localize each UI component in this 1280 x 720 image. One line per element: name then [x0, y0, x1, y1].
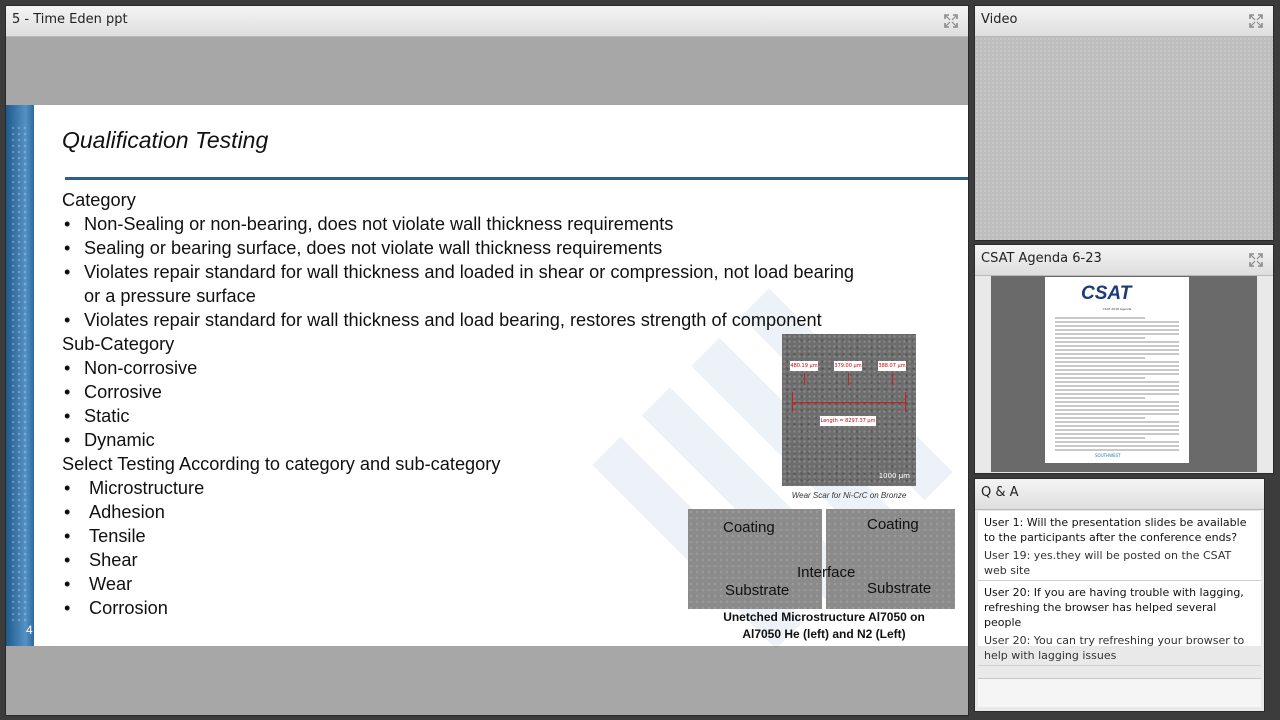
agenda-document-row — [1055, 337, 1145, 339]
slide-bullet-line: • Non-corrosive — [62, 356, 854, 380]
qa-input-field[interactable] — [978, 678, 1261, 707]
agenda-document-row — [1055, 449, 1179, 451]
agenda-document-row — [1055, 329, 1179, 331]
qa-question: User 1: Will the presentation slides be available to the participants after the conference ends? — [984, 516, 1247, 544]
slide-bullet-line: • Violates repair standard for wall thickness and loaded in shear or compression, not load bearing — [62, 260, 854, 284]
slide-bullet-line: • Adhesion — [62, 500, 854, 524]
agenda-document-row — [1055, 429, 1179, 431]
share-pod — [5, 5, 969, 716]
microstructure-caption-line: Al7050 He (left) and N2 (Left) — [742, 627, 906, 641]
slide-bullet-line: • Corrosion — [62, 596, 854, 620]
qa-answer: User 20: You can try refreshing your browser to help with lagging issues — [984, 634, 1245, 662]
agenda-document-row — [1055, 389, 1179, 391]
agenda-document-viewer[interactable] — [991, 276, 1257, 472]
wear-measure-label: 388.07 µm — [878, 363, 906, 369]
video-pod-title: Video — [981, 12, 1018, 27]
slide-page-number: 4 — [26, 623, 33, 637]
slide-bullet-line: • Tensile — [62, 524, 854, 548]
qa-item[interactable] — [978, 581, 1261, 666]
agenda-document-footer: SOUTHWEST — [1095, 453, 1121, 458]
slide-bullet-line: • Corrosive — [62, 380, 854, 404]
qa-pod-header — [975, 479, 1264, 510]
microstructure-caption — [702, 609, 946, 643]
agenda-document-subtitle: CSAT 2018 Agenda — [1102, 307, 1132, 311]
agenda-document-row — [1055, 393, 1179, 395]
qa-answer: User 19: yes.they will be posted on the CSAT web site — [984, 549, 1232, 577]
video-pod — [974, 5, 1274, 241]
slide-bullet-line: • Sealing or bearing surface, does not violate wall thickness requirements — [62, 236, 854, 260]
slide-title: Qualification Testing — [62, 127, 269, 153]
agenda-document-row — [1055, 357, 1145, 359]
agenda-document-row — [1055, 349, 1179, 351]
agenda-document-row — [1055, 413, 1179, 415]
agenda-document-row — [1055, 373, 1179, 375]
agenda-document-row — [1055, 377, 1145, 379]
agenda-document-row — [1055, 445, 1179, 447]
agenda-document-row — [1055, 409, 1179, 411]
agenda-document-row — [1055, 321, 1179, 323]
agenda-document-row — [1055, 325, 1179, 327]
agenda-pod-title: CSAT Agenda 6-23 — [981, 251, 1102, 266]
slide-heading-line: Sub-Category — [62, 334, 175, 354]
wear-length-label: Length = 8297.37 µm — [820, 418, 876, 424]
wear-measure-label: 480.19 µm — [790, 363, 818, 369]
agenda-document-row — [1055, 341, 1179, 343]
agenda-document-row — [1055, 361, 1179, 363]
agenda-document-row — [1055, 441, 1179, 443]
agenda-document-row — [1055, 317, 1145, 319]
qa-list[interactable] — [978, 511, 1261, 662]
maximize-icon[interactable] — [1249, 14, 1263, 28]
maximize-icon[interactable] — [944, 14, 958, 28]
wear-measure-label: 379.00 µm — [834, 363, 862, 369]
coating-label-left: Coating — [723, 519, 775, 536]
slide-bullet-line: • Shear — [62, 548, 854, 572]
wear-image-caption: Wear Scar for Ni-CrC on Bronze — [791, 491, 907, 500]
share-pod-header — [6, 6, 968, 37]
share-pod-title: 5 - Time Eden ppt — [12, 12, 128, 27]
substrate-label-right: Substrate — [867, 580, 932, 597]
video-area[interactable] — [975, 37, 1273, 240]
agenda-document-page — [1045, 277, 1189, 463]
qa-pod — [974, 478, 1265, 712]
slide-bullet-line: • Wear — [62, 572, 854, 596]
qa-pod-title: Q & A — [981, 485, 1019, 500]
interface-label: Interface — [797, 564, 856, 581]
csat-logo: CSAT — [1081, 283, 1132, 304]
agenda-document-row — [1055, 421, 1179, 423]
agenda-document-row — [1055, 353, 1179, 355]
agenda-document-row — [1055, 369, 1179, 371]
agenda-document-row — [1055, 333, 1179, 335]
qa-item[interactable] — [978, 511, 1261, 581]
agenda-document-row — [1055, 397, 1145, 399]
slide-bullet-line: or a pressure surface — [84, 286, 256, 306]
maximize-icon[interactable] — [1249, 253, 1263, 267]
substrate-label-left: Substrate — [725, 582, 790, 599]
agenda-pod — [974, 244, 1274, 474]
agenda-document-row — [1055, 437, 1145, 439]
wear-scale-bar: 1000 µm — [878, 472, 910, 480]
slide-heading-line: Category — [62, 190, 136, 210]
agenda-document-row — [1055, 345, 1179, 347]
slide-heading-line: Select Testing According to category and sub-category — [62, 454, 501, 474]
slide-title-rule — [65, 177, 968, 180]
presentation-slide — [6, 105, 968, 646]
agenda-document-row — [1055, 405, 1179, 407]
coating-label-right: Coating — [867, 516, 919, 533]
qa-question: User 20: If you are having trouble with lagging, refreshing the browser has helped several people — [984, 586, 1244, 629]
agenda-pod-header — [975, 245, 1273, 276]
slide-side-band — [6, 105, 34, 646]
agenda-document-row — [1055, 365, 1179, 367]
agenda-document-row — [1055, 381, 1179, 383]
slide-bullet-line: • Dynamic — [62, 428, 854, 452]
slide-bullet-line: • Non-Sealing or non-bearing, does not violate wall thickness requirements — [62, 212, 854, 236]
slide-bullet-line: • Static — [62, 404, 854, 428]
agenda-document-row — [1055, 433, 1179, 435]
agenda-document-row — [1055, 401, 1179, 403]
share-stage — [6, 37, 968, 715]
microstructure-caption-line: Unetched Microstructure Al7050 on — [723, 610, 925, 624]
wear-scar-image — [782, 334, 916, 486]
agenda-document-row — [1055, 425, 1179, 427]
agenda-document-row — [1055, 417, 1145, 419]
slide-bullet-line: • Microstructure — [62, 476, 854, 500]
agenda-document-row — [1055, 385, 1179, 387]
video-pod-header — [975, 6, 1273, 37]
slide-bullet-line: • Violates repair standard for wall thickness and load bearing, restores strength of component — [62, 308, 854, 332]
